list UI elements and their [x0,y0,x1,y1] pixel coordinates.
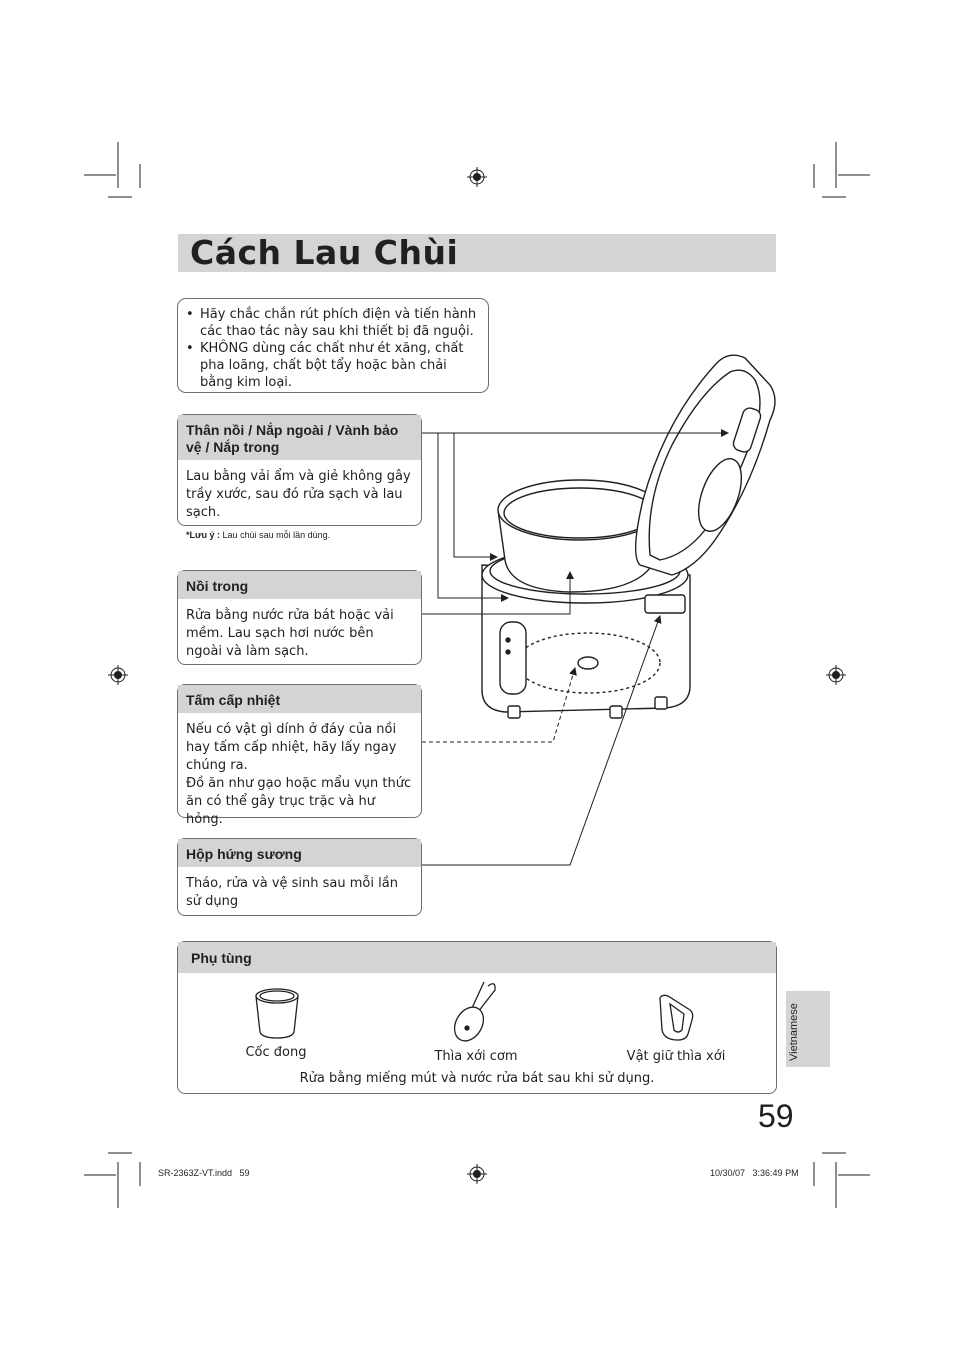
rice-scoop-icon [449,982,495,1046]
section-heading: Tấm cấp nhiệt [178,685,421,713]
warning-item: • Hãy chắc chắn rút phích điện và tiến hành các thao tác này sau khi thiết bị đã nguội. [186,306,480,340]
accessories-heading: Phụ tùng [178,942,776,973]
measuring-cup-icon [256,989,298,1038]
page-number: 59 [758,1098,794,1134]
section-heading: Nồi trong [178,571,421,599]
print-footer-file: SR-2363Z-VT.indd 59 [158,1168,250,1178]
page-title: Cách Lau Chùi [190,233,459,272]
registration-mark-icon [467,1164,487,1184]
note-text: Lau chùi sau mỗi lần dùng. [222,530,331,540]
print-footer-timestamp: 10/30/07 3:36:49 PM [710,1168,799,1178]
accessory-label-holder: Vật giữ thìa xới [626,1049,726,1064]
section-text-line: Nếu có vật gì dính ở đáy của nồi hay tấm cấp nhiệt, hãy lấy ngay chúng ra. [186,722,397,773]
section-text: Rửa bằng nước rửa bát hoặc vải mềm. Lau sạch hơi nước bên ngoài và làm sạch. [186,608,394,659]
note-label: *Lưu ý : [186,530,221,540]
section-text: Tháo, rửa và vệ sinh sau mỗi lần sử dụng [186,876,398,909]
rice-cooker-illustration [482,355,775,718]
section-text: Lau bằng vải ẩm và giẻ không gây trầy xước, sau đó rửa sạch và lau sạch. [186,469,411,520]
accessory-label-scoop: Thìa xới cơm [434,1049,518,1064]
crop-marks [84,142,870,1208]
section-heading: Thân nồi / Nắp ngoài / Vành bảo vệ / Nắp trong [178,415,421,460]
language-tab-label: Vietnamese [788,1003,800,1061]
registration-mark-icon [826,665,846,685]
registration-mark-icon [467,167,487,187]
section-text-line: Đồ ăn như gạo hoặc mẩu vụn thức ăn có thể gây trục trặc và hư hỏng. [186,776,412,827]
accessory-label-cup: Cốc đong [245,1045,307,1060]
scoop-holder-icon [660,995,693,1040]
section-heading: Hộp hứng sương [178,839,421,867]
warning-item: • KHÔNG dùng các chất như ét xăng, chất pha loãng, chất bột tẩy hoặc bàn chải bằng kim loại. [186,340,480,391]
registration-mark-icon [108,665,128,685]
accessories-footer-text: Rửa bằng miếng mút và nước rửa bát sau khi sử dụng. [299,1071,655,1086]
